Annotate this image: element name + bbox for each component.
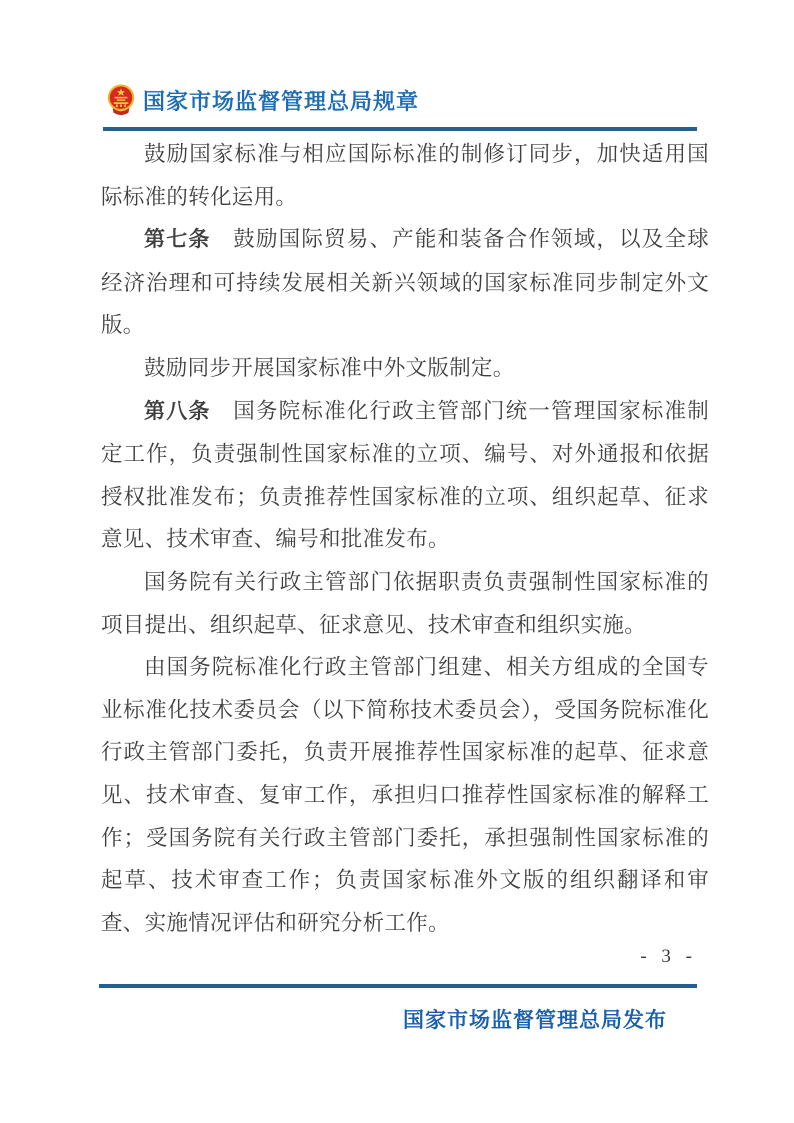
article-number-label: 第七条 [144,228,211,252]
publisher-label: 国家市场监督管理总局发布 [403,1009,667,1032]
national-emblem-icon [106,84,136,116]
document-body [101,133,709,944]
body-paragraph: 由国务院标准化行政主管部门组建、相关方组成的全国专业标准化技术委员会（以下简称技术委员会），受国务院标准化行政主管部门委托，负责开展推荐性国家标准的起草、征求意见、技术审查、复审工作，承担归口推荐性国家标准的解释工作；受国务院有关行政主管部门委托，承担强制性国家标准的起草、技术审查工作；负责国家标准外文版的组织翻译和审查、实施情况评估和研究分析工作。 [101,655,709,935]
body-paragraph: 鼓励国家标准与相应国际标准的制修订同步，加快适用国际标准的转化运用。 [101,142,709,209]
body-paragraph: 第八条 国务院标准化行政主管部门统一管理国家标准制定工作，负责强制性国家标准的立项、编号、对外通报和依据授权批准发布；负责推荐性国家标准的立项、组织起草、征求意见、技术审查、编号和批准发布。 [101,398,709,552]
page-header [106,84,419,116]
article-number-label: 第八条 [144,399,211,423]
body-paragraph: 第七条 鼓励国际贸易、产能和装备合作领域，以及全球经济治理和可持续发展相关新兴领域的国家标准同步制定外文版。 [101,227,709,338]
page-title: 国家市场监督管理总局规章 [143,88,420,114]
body-paragraph: 鼓励同步开展国家标准中外文版制定。 [144,355,515,380]
body-paragraph: 国务院有关行政主管部门依据职责负责强制性国家标准的项目提出、组织起草、征求意见、技术审查和组织实施。 [101,569,709,637]
footer-divider [99,984,697,988]
header-divider [103,127,697,131]
page-number: - 3 - [640,946,697,967]
